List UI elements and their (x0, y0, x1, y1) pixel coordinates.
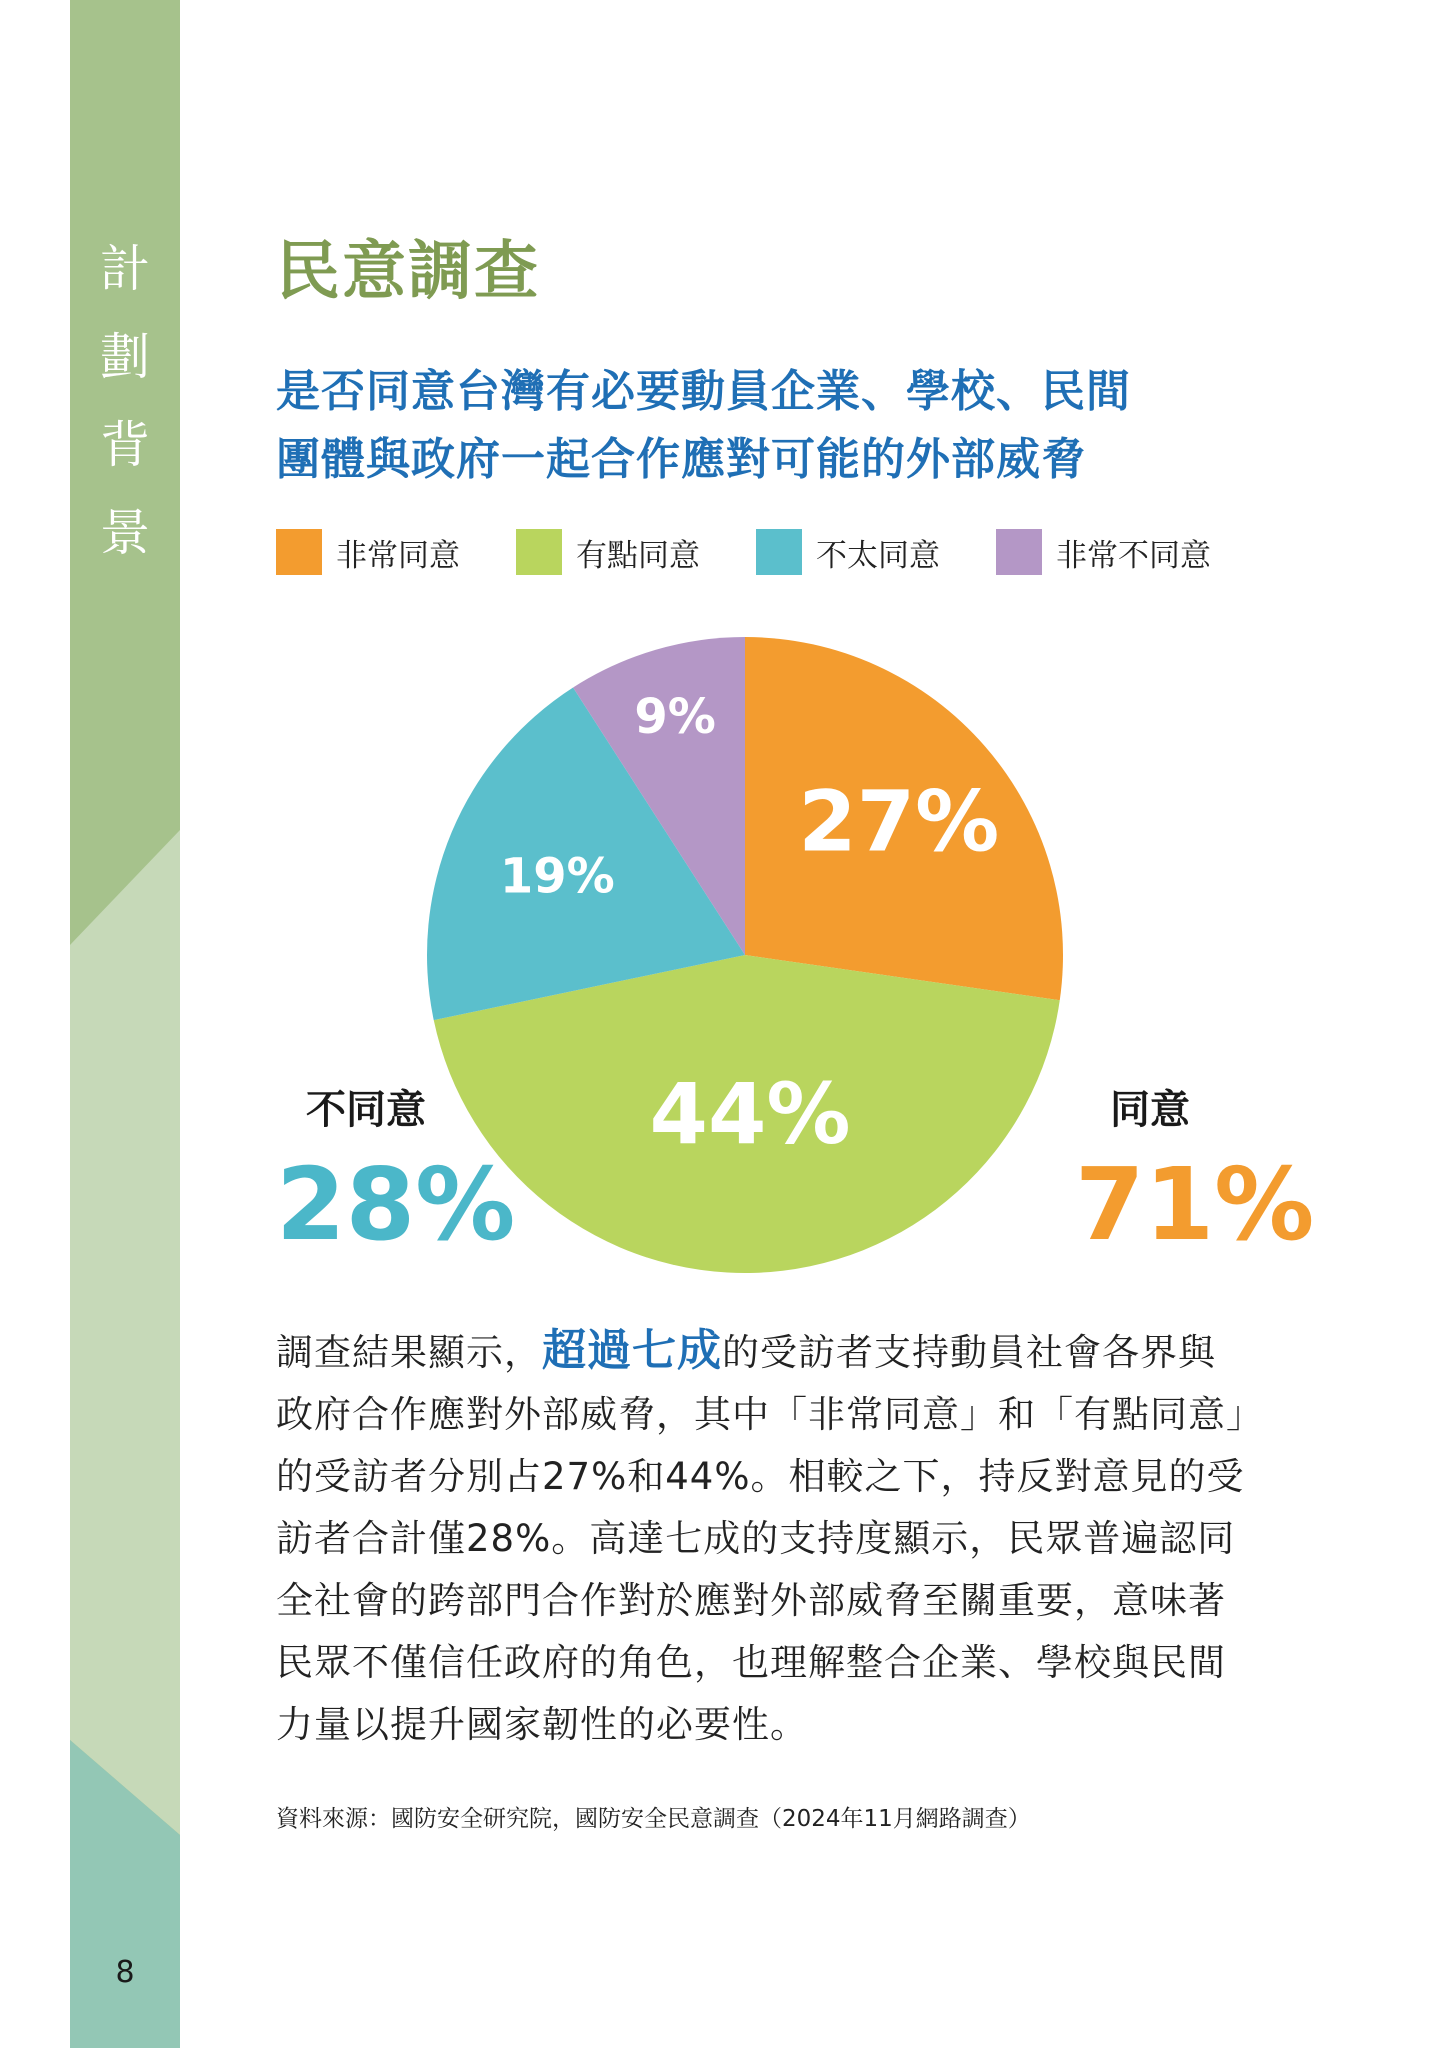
paragraph-text: 調查結果顯示， (276, 1331, 542, 1374)
section-title: 民意調查 (276, 235, 540, 309)
pie-slice-label: 19% (499, 848, 615, 905)
legend-item-strongly-disagree (996, 529, 1211, 575)
chart-question (276, 358, 1276, 494)
source-note: 資料來源：國防安全研究院，國防安全民意調查（2024年11月網路調查） (276, 1806, 1031, 1832)
legend-label: 非常不同意 (1056, 537, 1211, 574)
legend-label: 不太同意 (816, 537, 940, 574)
page-number: 8 (115, 1955, 135, 1990)
legend-swatch (996, 529, 1042, 575)
vertical-title-char: 背 (100, 416, 150, 474)
agree-total-value: 71% (1075, 1146, 1315, 1263)
vertical-title-char: 景 (100, 504, 150, 562)
legend-swatch (276, 529, 322, 575)
vertical-title-char: 劃 (100, 328, 150, 386)
question-line-1: 是否同意台灣有必要動員企業、學校、民間 (276, 366, 1131, 417)
legend-item-strongly-agree (276, 529, 460, 575)
paragraph-text: 的受訪者支持動員社會各界與政府合作應對外部威脅，其中「非常同意」和「有點同意」的受訪者分別占27%和44%。相較之下，持反對意見的受訪者合計僅28%。高達七成的支持度顯示，民眾普遍認同全社會的跨部門合作對於應對外部威脅至關重要，意味著民眾不僅信任政府的角色，也理解整合企業、學校與民間力量以提升國家韌性的必要性。 (276, 1331, 1246, 1746)
legend-item-somewhat-agree (516, 529, 700, 575)
highlighted-phrase: 超過七成 (542, 1325, 722, 1376)
vertical-title-char: 計 (100, 240, 150, 298)
legend-swatch (756, 529, 802, 575)
pie-chart (420, 630, 1070, 1280)
disagree-total-label: 不同意 (306, 1087, 426, 1133)
side-strip-middle-band (70, 830, 180, 1835)
agree-total-label: 同意 (1110, 1087, 1190, 1133)
legend-label: 非常同意 (336, 537, 460, 574)
question-line-2: 團體與政府一起合作應對可能的外部威脅 (276, 434, 1086, 485)
pie-slice-label: 9% (634, 689, 716, 746)
chart-legend (276, 528, 1276, 576)
pie-slice-label: 44% (649, 1064, 851, 1163)
disagree-total-value: 28% (276, 1146, 516, 1263)
legend-label: 有點同意 (576, 537, 700, 574)
legend-swatch (516, 529, 562, 575)
pie-slice-label: 27% (798, 772, 1000, 871)
section-vertical-title (70, 225, 180, 577)
summary-paragraph (276, 1320, 1251, 1756)
legend-item-somewhat-disagree (756, 529, 940, 575)
